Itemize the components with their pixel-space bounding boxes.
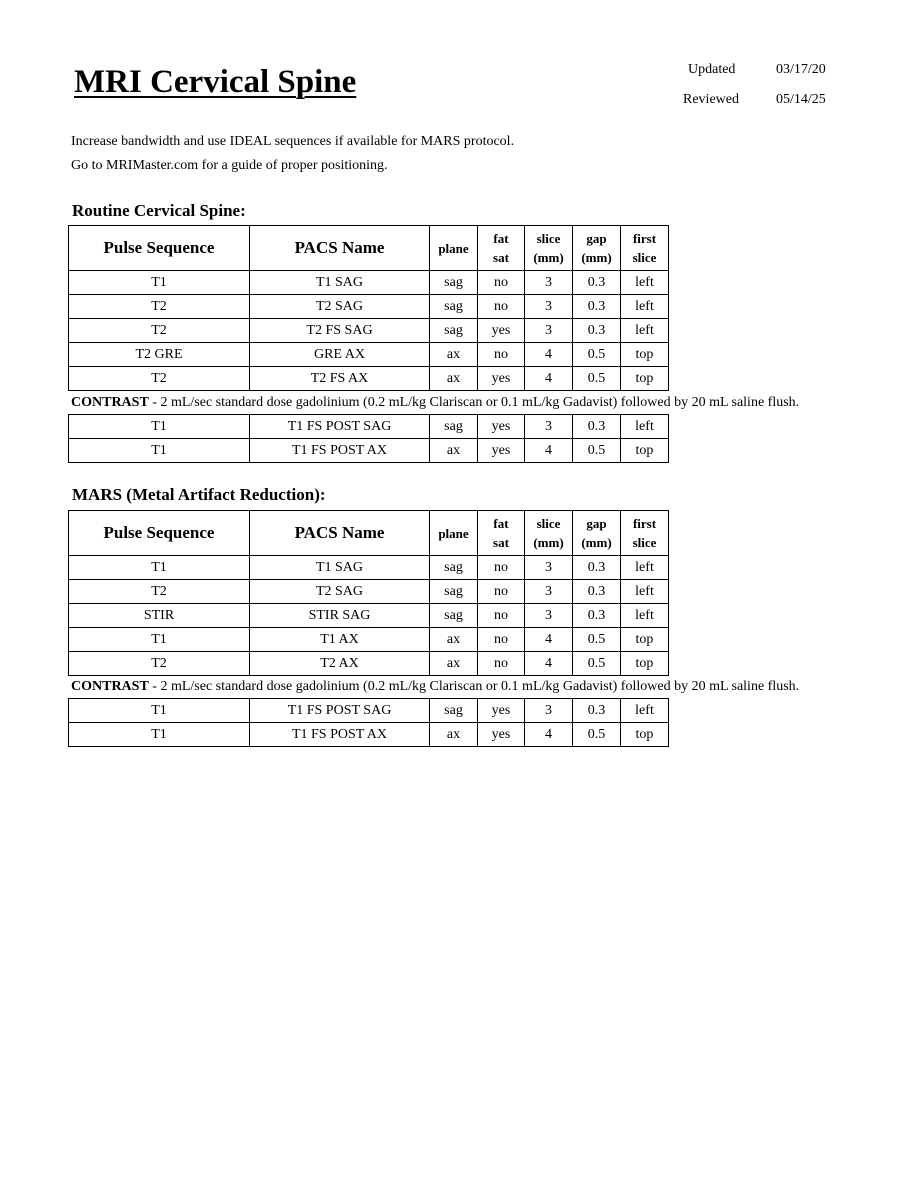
- table-row: [69, 652, 669, 676]
- table-row: [69, 439, 669, 463]
- first-slice-cell: left: [621, 295, 669, 319]
- first-slice-cell: left: [621, 556, 669, 580]
- fat-sat-cell: yes: [478, 439, 525, 463]
- first-slice-cell: left: [621, 319, 669, 343]
- pulse-sequence-cell: T1: [69, 439, 250, 463]
- first-slice-cell: top: [621, 652, 669, 676]
- plane-cell: sag: [430, 604, 478, 628]
- pacs-name-cell: GRE AX: [250, 343, 430, 367]
- header-pulse-sequence: Pulse Sequence: [69, 511, 250, 556]
- plane-cell: sag: [430, 319, 478, 343]
- contrast-label: CONTRAST: [71, 679, 149, 694]
- gap-cell: 0.3: [573, 604, 621, 628]
- updated-date: 03/17/20: [776, 62, 826, 77]
- contrast-text: - 2 mL/sec standard dose gadolinium (0.2 mL/kg Clariscan or 0.1 mL/kg Gadavist) followed by 20 mL saline flush.: [148, 395, 800, 410]
- gap-cell: 0.3: [573, 319, 621, 343]
- first-slice-cell: top: [621, 343, 669, 367]
- plane-cell: ax: [430, 343, 478, 367]
- slice-cell: 3: [525, 295, 573, 319]
- note-bandwidth: Increase bandwidth and use IDEAL sequences if available for MARS protocol.: [71, 134, 515, 149]
- slice-cell: 3: [525, 271, 573, 295]
- plane-cell: ax: [430, 652, 478, 676]
- slice-cell: 4: [525, 343, 573, 367]
- first-slice-cell: left: [621, 580, 669, 604]
- fat-sat-cell: no: [478, 628, 525, 652]
- plane-cell: sag: [430, 295, 478, 319]
- routine-post-contrast-table: [68, 414, 669, 463]
- pulse-sequence-cell: T1: [69, 723, 250, 747]
- reviewed-label: Reviewed: [683, 92, 739, 107]
- header-pacs-name: PACS Name: [250, 226, 430, 271]
- header-plane: plane: [430, 511, 478, 556]
- fat-sat-cell: yes: [478, 367, 525, 391]
- gap-cell: 0.3: [573, 271, 621, 295]
- first-slice-cell: left: [621, 415, 669, 439]
- pulse-sequence-cell: T1: [69, 699, 250, 723]
- gap-cell: 0.5: [573, 652, 621, 676]
- fat-sat-cell: no: [478, 604, 525, 628]
- header-slice-mm: slice (mm): [525, 226, 573, 271]
- fat-sat-cell: yes: [478, 699, 525, 723]
- table-row: [69, 699, 669, 723]
- first-slice-cell: top: [621, 439, 669, 463]
- header-gap-mm: gap (mm): [573, 511, 621, 556]
- header-fat-sat: fat sat: [478, 511, 525, 556]
- mars-section-title: MARS (Metal Artifact Reduction):: [72, 485, 326, 504]
- contrast-text: - 2 mL/sec standard dose gadolinium (0.2 mL/kg Clariscan or 0.1 mL/kg Gadavist) followed by 20 mL saline flush.: [148, 679, 800, 694]
- pulse-sequence-cell: T1: [69, 271, 250, 295]
- first-slice-cell: left: [621, 271, 669, 295]
- pulse-sequence-cell: T1: [69, 628, 250, 652]
- fat-sat-cell: yes: [478, 723, 525, 747]
- pulse-sequence-cell: STIR: [69, 604, 250, 628]
- updated-label: Updated: [688, 62, 736, 77]
- gap-cell: 0.5: [573, 439, 621, 463]
- fat-sat-cell: no: [478, 343, 525, 367]
- slice-cell: 4: [525, 628, 573, 652]
- gap-cell: 0.5: [573, 367, 621, 391]
- pacs-name-cell: T1 FS POST SAG: [250, 699, 430, 723]
- pacs-name-cell: T2 FS SAG: [250, 319, 430, 343]
- slice-cell: 3: [525, 415, 573, 439]
- pacs-name-cell: T2 SAG: [250, 580, 430, 604]
- first-slice-cell: left: [621, 604, 669, 628]
- header-fat-sat: fat sat: [478, 226, 525, 271]
- slice-cell: 3: [525, 699, 573, 723]
- gap-cell: 0.5: [573, 628, 621, 652]
- mars-contrast-note: [71, 679, 799, 695]
- pulse-sequence-cell: T2: [69, 295, 250, 319]
- table-header-row: [69, 226, 669, 271]
- gap-cell: 0.3: [573, 295, 621, 319]
- table-row: [69, 319, 669, 343]
- pacs-name-cell: STIR SAG: [250, 604, 430, 628]
- fat-sat-cell: yes: [478, 319, 525, 343]
- slice-cell: 4: [525, 439, 573, 463]
- slice-cell: 3: [525, 556, 573, 580]
- table-row: [69, 367, 669, 391]
- gap-cell: 0.3: [573, 699, 621, 723]
- header-plane: plane: [430, 226, 478, 271]
- routine-contrast-note: [71, 395, 799, 411]
- gap-cell: 0.5: [573, 343, 621, 367]
- first-slice-cell: top: [621, 723, 669, 747]
- plane-cell: sag: [430, 580, 478, 604]
- slice-cell: 3: [525, 319, 573, 343]
- table-row: [69, 343, 669, 367]
- first-slice-cell: top: [621, 367, 669, 391]
- pacs-name-cell: T1 SAG: [250, 271, 430, 295]
- table-row: [69, 580, 669, 604]
- gap-cell: 0.3: [573, 580, 621, 604]
- table-row: [69, 556, 669, 580]
- pulse-sequence-cell: T2: [69, 367, 250, 391]
- note-positioning: Go to MRIMaster.com for a guide of proper positioning.: [71, 158, 388, 173]
- pacs-name-cell: T1 FS POST SAG: [250, 415, 430, 439]
- plane-cell: ax: [430, 628, 478, 652]
- pulse-sequence-cell: T2: [69, 319, 250, 343]
- contrast-label: CONTRAST: [71, 395, 149, 410]
- pacs-name-cell: T2 SAG: [250, 295, 430, 319]
- pacs-name-cell: T1 SAG: [250, 556, 430, 580]
- table-row: [69, 271, 669, 295]
- pulse-sequence-cell: T2: [69, 580, 250, 604]
- pulse-sequence-cell: T1: [69, 556, 250, 580]
- header-slice-mm: slice (mm): [525, 511, 573, 556]
- mars-post-contrast-table: [68, 698, 669, 747]
- fat-sat-cell: yes: [478, 415, 525, 439]
- page-title: MRI Cervical Spine: [74, 64, 357, 100]
- pacs-name-cell: T2 FS AX: [250, 367, 430, 391]
- slice-cell: 4: [525, 652, 573, 676]
- plane-cell: sag: [430, 699, 478, 723]
- fat-sat-cell: no: [478, 652, 525, 676]
- plane-cell: sag: [430, 271, 478, 295]
- plane-cell: sag: [430, 556, 478, 580]
- pacs-name-cell: T1 FS POST AX: [250, 439, 430, 463]
- header-gap-mm: gap (mm): [573, 226, 621, 271]
- table-row: [69, 628, 669, 652]
- slice-cell: 3: [525, 580, 573, 604]
- pacs-name-cell: T1 AX: [250, 628, 430, 652]
- table-row: [69, 604, 669, 628]
- table-row: [69, 723, 669, 747]
- header-first-slice: first slice: [621, 511, 669, 556]
- pacs-name-cell: T1 FS POST AX: [250, 723, 430, 747]
- fat-sat-cell: no: [478, 580, 525, 604]
- pacs-name-cell: T2 AX: [250, 652, 430, 676]
- gap-cell: 0.3: [573, 556, 621, 580]
- gap-cell: 0.3: [573, 415, 621, 439]
- plane-cell: sag: [430, 415, 478, 439]
- fat-sat-cell: no: [478, 556, 525, 580]
- slice-cell: 4: [525, 367, 573, 391]
- pulse-sequence-cell: T2: [69, 652, 250, 676]
- table-row: [69, 415, 669, 439]
- pulse-sequence-cell: T1: [69, 415, 250, 439]
- slice-cell: 3: [525, 604, 573, 628]
- routine-protocol-table: [68, 225, 669, 391]
- routine-section-title: Routine Cervical Spine:: [72, 201, 246, 220]
- header-pacs-name: PACS Name: [250, 511, 430, 556]
- plane-cell: ax: [430, 367, 478, 391]
- first-slice-cell: top: [621, 628, 669, 652]
- fat-sat-cell: no: [478, 271, 525, 295]
- plane-cell: ax: [430, 439, 478, 463]
- mars-protocol-table: [68, 510, 669, 676]
- pulse-sequence-cell: T2 GRE: [69, 343, 250, 367]
- header-pulse-sequence: Pulse Sequence: [69, 226, 250, 271]
- header-first-slice: first slice: [621, 226, 669, 271]
- reviewed-date: 05/14/25: [776, 92, 826, 107]
- table-header-row: [69, 511, 669, 556]
- table-row: [69, 295, 669, 319]
- first-slice-cell: left: [621, 699, 669, 723]
- gap-cell: 0.5: [573, 723, 621, 747]
- slice-cell: 4: [525, 723, 573, 747]
- fat-sat-cell: no: [478, 295, 525, 319]
- plane-cell: ax: [430, 723, 478, 747]
